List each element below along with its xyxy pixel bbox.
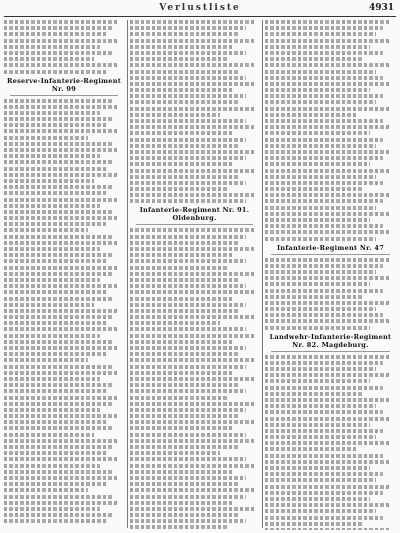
page-header [4, 2, 396, 17]
column-divider [262, 20, 263, 528]
entry-block [130, 206, 259, 530]
entry-block [130, 20, 259, 203]
regiment-heading: Infanterie-Regiment Nr. 91. Oldenburg. [139, 206, 250, 223]
entry-block [265, 20, 396, 241]
entry-block [265, 244, 396, 330]
regiment-heading: Landwehr-Infanterie-Regiment Nr. 82. Magdeburg. [269, 332, 392, 349]
page-header-title: Verlustliste [159, 3, 241, 13]
entry-block [265, 333, 396, 530]
column-1 [4, 20, 124, 530]
page-number: 4931 [368, 3, 394, 13]
regiment-heading: Reserve-Infanterie-Regiment Nr. 99 [6, 76, 122, 93]
column-divider [127, 20, 128, 528]
entry-block [4, 20, 124, 74]
column-2 [130, 20, 259, 530]
regiment-heading: Infanterie-Regiment Nr. 47 [276, 243, 385, 252]
entry-block [4, 77, 124, 524]
column-3 [265, 20, 396, 530]
